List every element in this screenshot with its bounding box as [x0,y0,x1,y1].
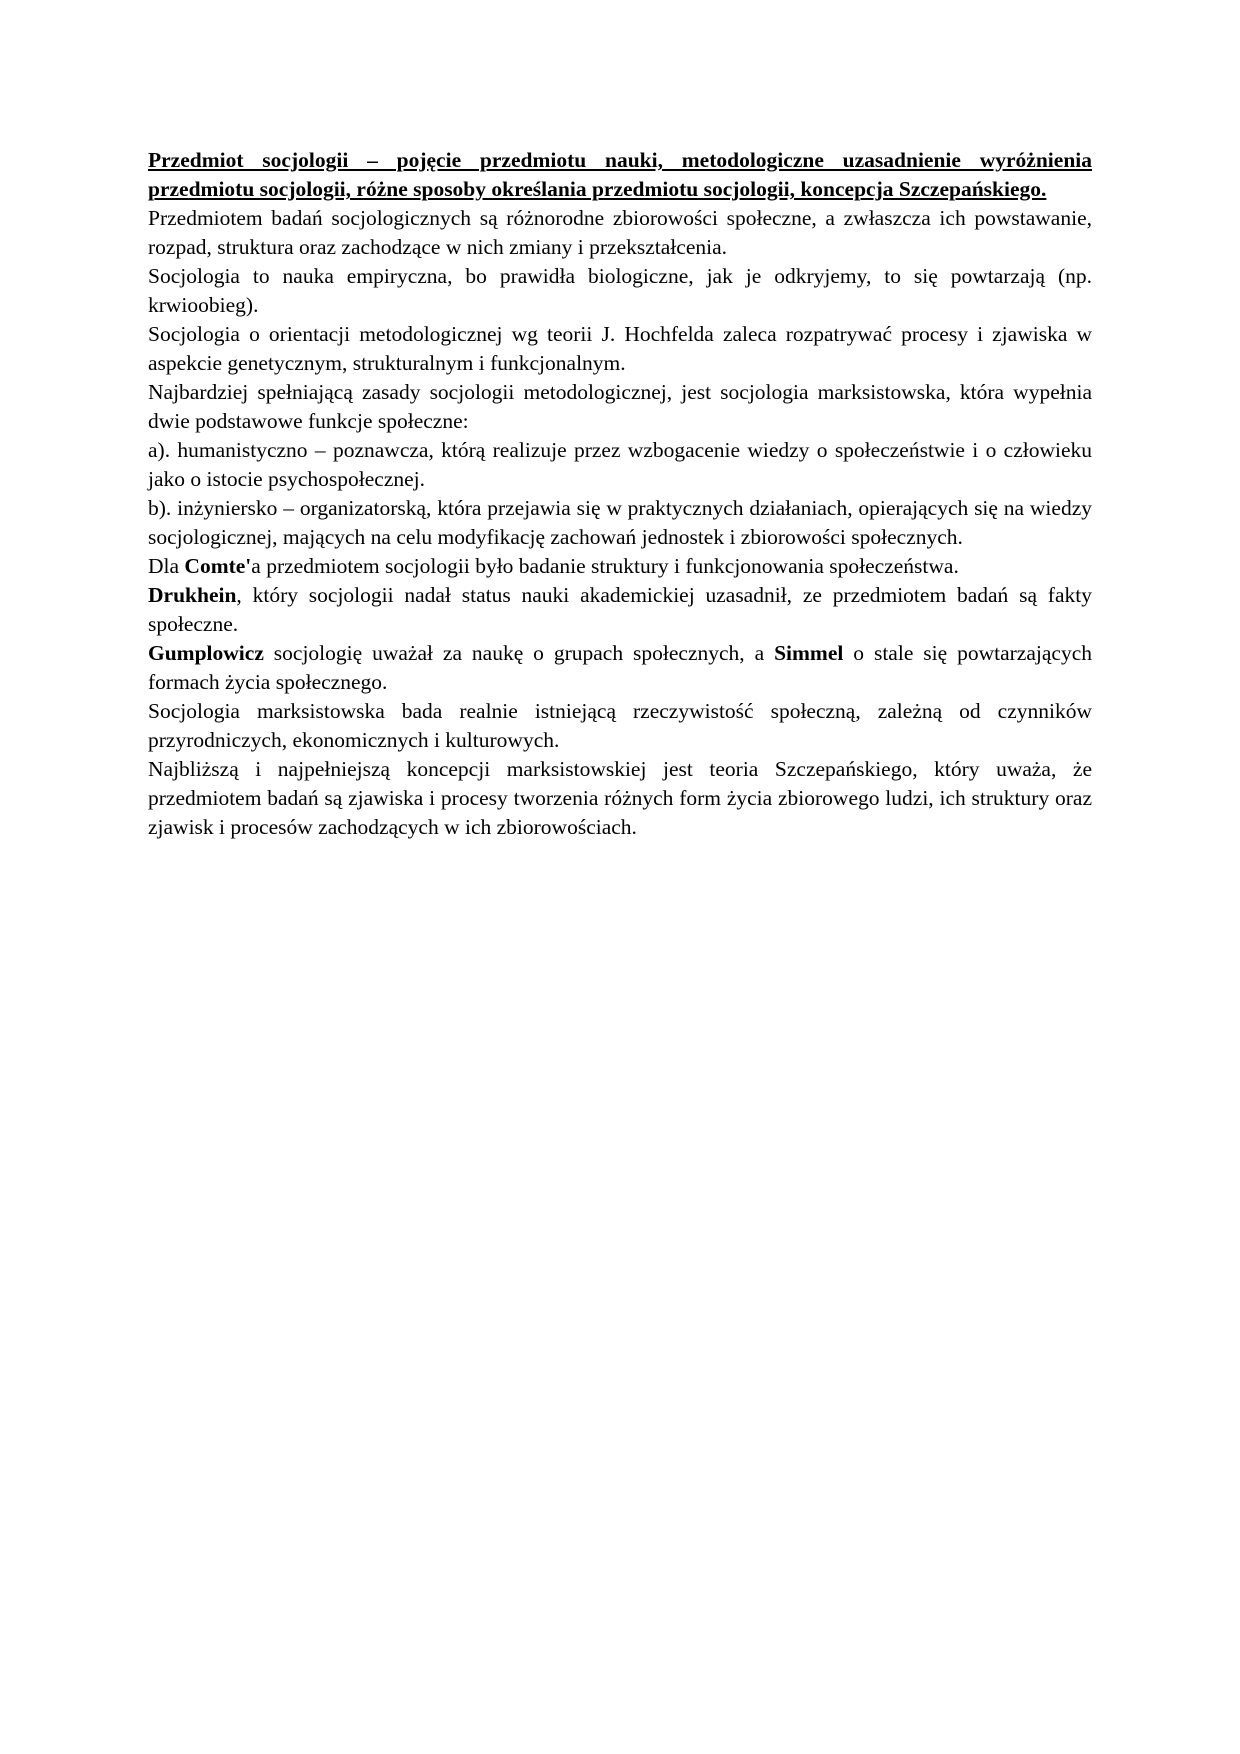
text-segment: o stale się powtarzających formach życia społecznego. [148,641,1092,694]
name-gumplowicz: Gumplowicz [148,641,264,665]
text-segment: socjologię uważał za naukę o grupach społecznych, a [263,641,775,665]
text-segment: Dla [148,554,185,578]
paragraph: Socjologia o orientacji metodologicznej wg teorii J. Hochfelda zaleca rozpatrywać procesy i zjawiska w aspekcie genetycznym, strukturalnym i funkcjonalnym. [148,322,1092,375]
paragraph: Najbardziej spełniającą zasady socjologii metodologicznej, jest socjologia marksistowska, która wypełnia dwie podstawowe funkcje społeczne: [148,380,1092,433]
paragraph-gumplowicz [148,639,1092,697]
paragraph-comte [148,552,1092,581]
paragraph: Przedmiotem badań socjologicznych są różnorodne zbiorowości społeczne, a zwłaszcza ich powstawanie, rozpad, struktura oraz zachodzące w nich zmiany i przekształcenia. [148,206,1092,259]
paragraph: Socjologia to nauka empiryczna, bo prawidła biologiczne, jak je odkryjemy, to się powtarzają (np. krwioobieg). [148,264,1092,317]
text-segment: , który socjologii nadał status nauki akademickiej uzasadnił, ze przedmiotem badań są fakty społeczne. [148,583,1092,636]
name-drukhein: Drukhein [148,583,237,607]
name-simmel: Simmel [774,641,844,665]
paragraph: Najbliższą i najpełniejszą koncepcji marksistowskiej jest teoria Szczepańskiego, który uważa, że przedmiotem badań są zjawiska i procesy tworzenia różnych form życia zbiorowego ludzi, ich struktury oraz zjawisk i procesów zachodzących w ich zbiorowościach. [148,757,1092,839]
text-segment: a przedmiotem socjologii było badanie struktury i funkcjonowania społeczeństwa. [251,554,959,578]
list-item-a: a). humanistyczno – poznawcza, którą realizuje przez wzbogacenie wiedzy o społeczeństwie i o człowieku jako o istocie psychospołecznej. [148,438,1092,491]
document-body [148,146,1092,842]
list-item-b: b). inżyniersko – organizatorską, która przejawia się w praktycznych działaniach, opierających się na wiedzy socjologicznej, mających na celu modyfikację zachowań jednostek i zbiorowości społecznych. [148,496,1092,549]
paragraph: Socjologia marksistowska bada realnie istniejącą rzeczywistość społeczną, zależną od czynników przyrodniczych, ekonomicznych i kulturowych. [148,699,1092,752]
document-heading: Przedmiot socjologii – pojęcie przedmiotu nauki, metodologiczne uzasadnienie wyróżnienia przedmiotu socjologii, różne sposoby określania przedmiotu socjologii, koncepcja Szczepańskiego. [148,148,1092,201]
name-comte: Comte' [184,554,252,578]
paragraph-drukhein [148,581,1092,639]
